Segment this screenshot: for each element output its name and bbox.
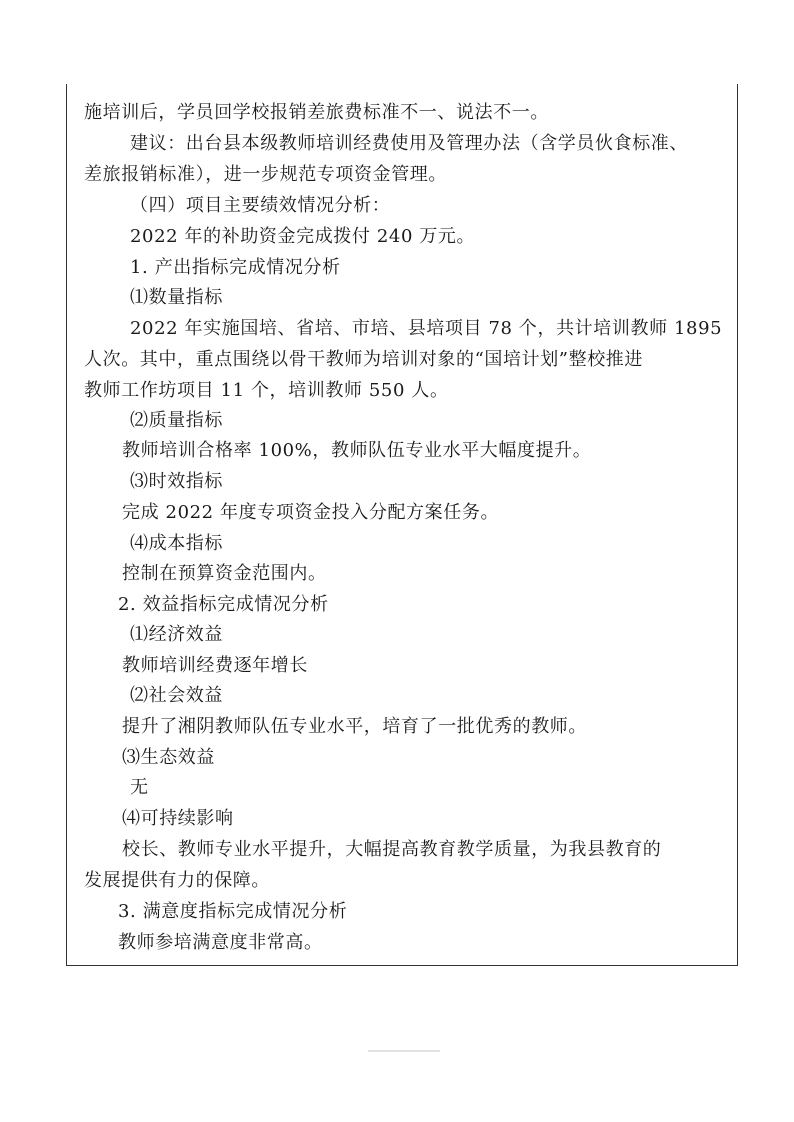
text-line-8: 2022 年实施国培、省培、市培、县培项目 78 个，共计培训教师 1895 xyxy=(130,318,723,339)
text-line-5: 2022 年的补助资金完成拨付 240 万元。 xyxy=(130,226,476,247)
text-line-19: 教师培训经费逐年增长 xyxy=(122,655,308,676)
text-line-6: 1. 产出指标完成情况分析 xyxy=(130,257,341,278)
text-line-18: ⑴经济效益 xyxy=(130,624,223,645)
text-line-15: ⑷成本指标 xyxy=(130,533,223,554)
text-line-7: ⑴数量指标 xyxy=(130,287,223,308)
text-line-25: 校长、教师专业水平提升，大幅提高教育教学质量，为我县教育的 xyxy=(122,839,662,860)
text-line-14: 完成 2022 年度专项资金投入分配方案任务。 xyxy=(122,502,500,523)
text-line-13: ⑶时效指标 xyxy=(130,471,223,492)
text-line-3: 差旅报销标准），进一步规范专项资金管理。 xyxy=(84,164,447,185)
text-line-21: 提升了湘阴教师队伍专业水平，培育了一批优秀的教师。 xyxy=(122,716,587,737)
text-line-22: ⑶生态效益 xyxy=(122,747,215,768)
text-line-9: 人次。其中，重点围绕以骨干教师为培训对象的“国培计划”整校推进 xyxy=(84,349,644,370)
text-line-11: ⑵质量指标 xyxy=(130,410,223,431)
text-line-20: ⑵社会效益 xyxy=(130,685,223,706)
text-line-4: （四）项目主要绩效情况分析： xyxy=(130,195,391,216)
text-line-12: 教师培训合格率 100%，教师队伍专业水平大幅度提升。 xyxy=(122,440,592,461)
text-line-26: 发展提供有力的保障。 xyxy=(84,870,270,891)
text-line-23: 无 xyxy=(130,777,149,798)
scan-mark xyxy=(368,1050,440,1052)
text-line-28: 教师参培满意度非常高。 xyxy=(118,932,323,953)
text-line-10: 教师工作坊项目 11 个，培训教师 550 人。 xyxy=(84,380,449,401)
text-line-17: 2. 效益指标完成情况分析 xyxy=(118,594,329,615)
text-line-16: 控制在预算资金范围内。 xyxy=(122,563,327,584)
text-line-2: 建议：出台县本级教师培训经费使用及管理办法（含学员伙食标准、 xyxy=(130,133,688,154)
text-line-27: 3. 满意度指标完成情况分析 xyxy=(118,901,348,922)
text-line-1: 施培训后，学员回学校报销差旅费标准不一、说法不一。 xyxy=(84,102,549,123)
text-line-24: ⑷可持续影响 xyxy=(122,808,234,829)
